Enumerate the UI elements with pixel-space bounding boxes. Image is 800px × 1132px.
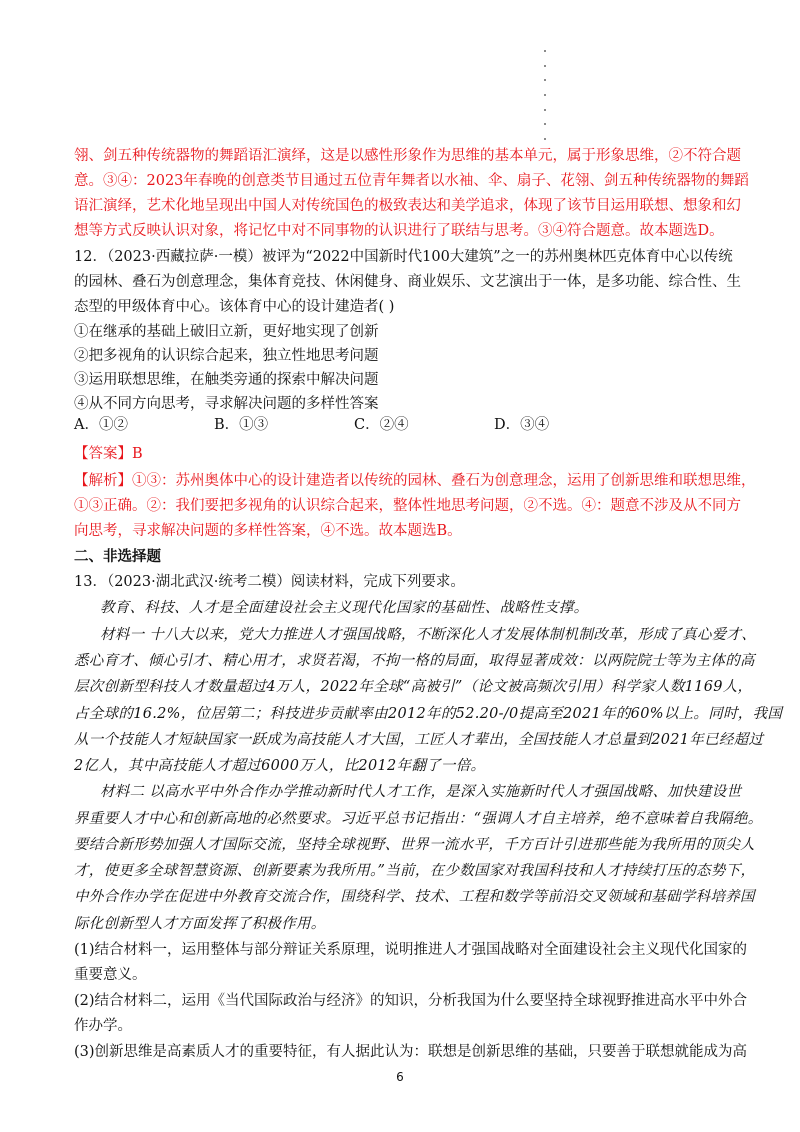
q12-stem-line: 12．（2023·西藏拉萨·一模）被评为“2022中国新时代100大建筑”之一的苏州奥林匹克体育中心以传统: [74, 249, 733, 265]
option-c: C．②④: [354, 417, 409, 433]
option-d: D．③④: [494, 417, 550, 433]
q13-material-line: 材料二 以高水平中外合作办学推动新时代人才工作，是深入实施新时代人才强国战略、加快建设世: [100, 784, 742, 800]
q12-stem-line: 态型的甲级体育中心。该体育中心的设计建造者( ): [74, 299, 395, 315]
margin-dots: [542, 50, 548, 140]
q13-material-line: 际化创新型人才方面发挥了积极作用。: [74, 916, 326, 932]
prev-analysis-line: 想等方式反映认识对象，将记忆中对不同事物的认识进行了联结与思考。③④符合题意。故本题选D。: [74, 223, 724, 239]
section-heading: 二、非选择题: [74, 548, 161, 565]
q13-material-line: 材料一 十八大以来，党大力推进人才强国战略，不断深化人才发展体制机制改革，形成了真心爱才、: [100, 627, 757, 643]
q13-material-line: 占全球的16.2%，位居第二；科技进步贡献率由2012年的52.20-/0提高至2021年的60%以上。同时，我国: [74, 706, 783, 722]
q13-material-line: 才，使更多全球智慧资源、创新要素为我所用。”当前，在少数国家对我国科技和人才持续打压的态势下，: [74, 863, 756, 879]
q13-material-line: 教育、科技、人才是全面建设社会主义现代化国家的基础性、战略性支撑。: [100, 600, 589, 616]
q13-task-line: (2)结合材料二，运用《当代国际政治与经济》的知识，分析我国为什么要坚持全球视野推进高水平中外合: [74, 993, 748, 1009]
q12-statement: ②把多视角的认识综合起来，独立性地思考问题: [74, 348, 379, 364]
q12-statement: ①在继承的基础上破旧立新，更好地实现了创新: [74, 324, 379, 340]
q12-answer: 【答案】B: [74, 446, 143, 462]
q12-analysis-line: ①③正确。②：我们要把多视角的认识综合起来，整体性地思考问题，②不选。④：题意不涉及从不同方: [74, 498, 741, 514]
q12-analysis-line: 向思考，寻求解决问题的多样性答案，④不选。故本题选B。: [74, 523, 462, 539]
prev-analysis-line: 语汇演绎，艺术化地呈现出中国人对传统国色的极致表达和美学追求，体现了该节目运用联想、想象和幻: [74, 198, 741, 214]
q13-material-line: 中外合作办学在促进中外教育交流合作，围绕科学、技术、工程和数学等前沿交叉领域和基础学科培养国: [74, 889, 755, 905]
q13-stem: 13．（2023·湖北武汉·统考二模）阅读材料，完成下列要求。: [74, 574, 465, 590]
page-number: 6: [396, 1070, 404, 1084]
q13-material-line: 2亿人，其中高技能人才超过6000万人，比2012年翻了一倍。: [74, 758, 486, 774]
prev-analysis-line: 意。③④：2023年春晚的创意类节目通过五位青年舞者以水袖、伞、扇子、花翎、剑五种传统器物的舞蹈: [74, 173, 749, 189]
prev-analysis-line: 翎、剑五种传统器物的舞蹈语汇演绎，这是以感性形象作为思维的基本单元，属于形象思维，②不符合题: [74, 148, 741, 164]
q13-material-line: 界重要人才中心和创新高地的必然要求。习近平总书记指出：“强调人才自主培养，绝不意味着自我隔绝。: [74, 811, 763, 827]
option-b: B．①③: [214, 417, 269, 433]
q13-task-line: (1)结合材料一，运用整体与部分辩证关系原理，说明推进人才强国战略对全面建设社会主义现代化国家的: [74, 942, 748, 958]
option-a: A．①②: [74, 417, 128, 433]
q13-material-line: 要结合新形势加强人才国际交流，坚持全球视野、世界一流水平，千方百计引进那些能为我所用的顶尖人: [74, 837, 755, 853]
q12-analysis-line: 【解析】①③：苏州奥体中心的设计建造者以传统的园林、叠石为创意理念，运用了创新思维和联想思维，: [74, 473, 756, 489]
q12-stem-line: 的园林、叠石为创意理念，集体育竞技、休闲健身、商业娱乐、文艺演出于一体，是多功能、综合性、生: [74, 274, 741, 290]
q12-statement: ④从不同方向思考，寻求解决问题的多样性答案: [74, 396, 379, 412]
q13-task-line: 作办学。: [74, 1018, 132, 1034]
q13-material-line: 悉心育才、倾心引才、精心用才，求贤若渴，不拘一格的局面，取得显著成效：以两院院士等为主体的高: [74, 653, 755, 669]
q13-material-line: 从一个技能人才短缺国家一跃成为高技能人才大国，工匠人才辈出，全国技能人才总量到2021年已经超过: [74, 732, 764, 748]
q13-task-line: (3)创新思维是高素质人才的重要特征，有人据此认为：联想是创新思维的基础，只要善于联想就能成为高: [74, 1044, 748, 1060]
q12-statement: ③运用联想思维，在触类旁通的探索中解决问题: [74, 372, 379, 388]
q13-task-line: 重要意义。: [74, 967, 147, 983]
q13-material-line: 层次创新型科技人才数量超过4万人，2022年全球“高被引”（论文被高频次引用）科学家人数1169人，: [74, 679, 753, 695]
